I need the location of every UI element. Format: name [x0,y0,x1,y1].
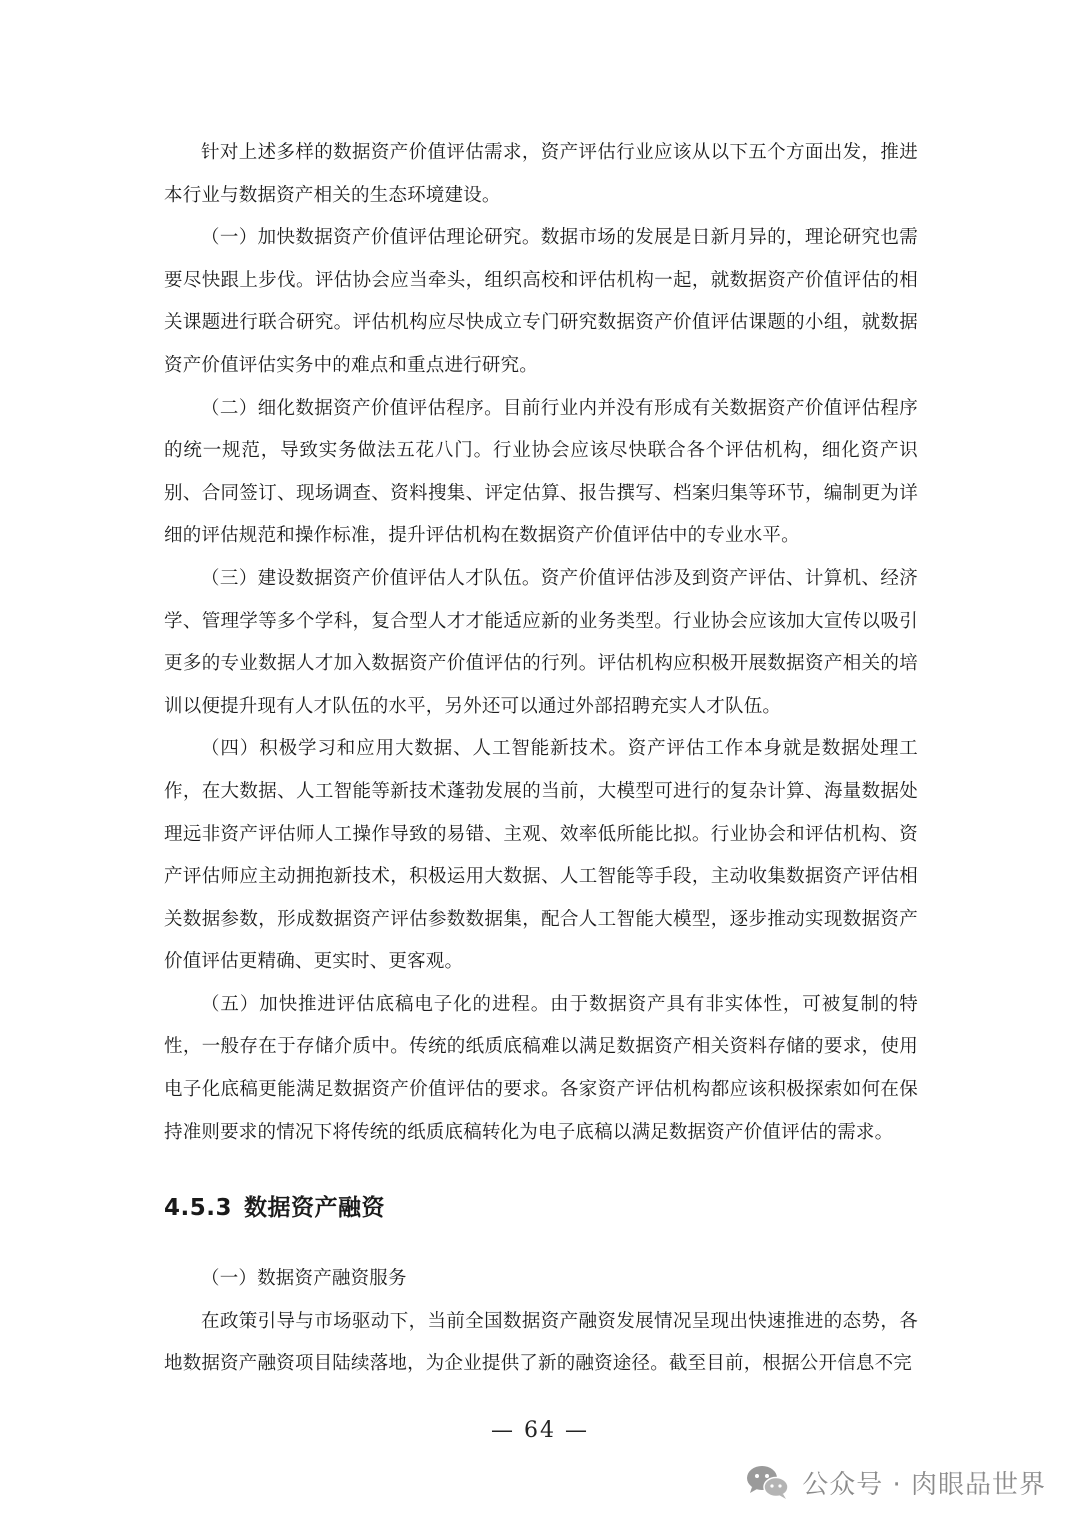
document-page [164,132,918,1386]
section-title: 数据资产融资 [244,1195,385,1222]
page-number: — 64 — [491,1418,589,1443]
body-paragraph-2: （二）细化数据资产价值评估程序。目前行业内并没有形成有关数据资产价值评估程序的统一规范，导致实务做法五花八门。行业协会应该尽快联合各个评估机构，细化资产识别、合同签订、现场调查、资料搜集、评定估算、报告撰写、档案归集等环节，编制更为详细的评估规范和操作标准，提升评估机构在数据资产价值评估中的专业水平。 [164,397,918,547]
section-subheading: （一）数据资产融资服务 [201,1268,407,1290]
body-paragraph-3: （三）建设数据资产价值评估人才队伍。资产价值评估涉及到资产评估、计算机、经济学、管理学等多个学科，复合型人才才能适应新的业务类型。行业协会应该加大宣传以吸引更多的专业数据人才加入数据资产价值评估的行列。评估机构应积极开展数据资产相关的培训以便提升现有人才队伍的水平，另外还可以通过外部招聘充实人才队伍。 [164,567,918,717]
section-paragraph: 在政策引导与市场驱动下，当前全国数据资产融资发展情况呈现出快速推进的态势，各地数据资产融资项目陆续落地，为企业提供了新的融资途径。截至目前，根据公开信息不完 [164,1310,918,1375]
watermark [744,1460,1046,1504]
body-paragraph-5: （五）加快推进评估底稿电子化的进程。由于数据资产具有非实体性，可被复制的特性，一般存在于存储介质中。传统的纸质底稿难以满足数据资产相关资料存储的要求，使用电子化底稿更能满足数据资产价值评估的要求。各家资产评估机构都应该积极探索如何在保持准则要求的情况下将传统的纸质底稿转化为电子底稿以满足数据资产价值评估的需求。 [164,993,918,1143]
wechat-icon [744,1462,792,1502]
body-paragraph-4: （四）积极学习和应用大数据、人工智能新技术。资产评估工作本身就是数据处理工作，在大数据、人工智能等新技术蓬勃发展的当前，大模型可进行的复杂计算、海量数据处理远非资产评估师人工操作导致的易错、主观、效率低所能比拟。行业协会和评估机构、资产评估师应主动拥抱新技术，积极运用大数据、人工智能等手段，主动收集数据资产评估相关数据参数，形成数据资产评估参数数据集，配合人工智能大模型，逐步推动实现数据资产价值评估更精确、更实时、更客观。 [164,738,918,973]
section-heading [164,1188,918,1228]
watermark-text: 公众号 · 肉眼品世界 [802,1469,1046,1500]
section-number: 4.5.3 [164,1195,232,1222]
body-paragraph-intro: 针对上述多样的数据资产价值评估需求，资产评估行业应该从以下五个方面出发，推进本行业与数据资产相关的生态环境建设。 [164,142,918,206]
body-paragraph-1: （一）加快数据资产价值评估理论研究。数据市场的发展是日新月异的，理论研究也需要尽快跟上步伐。评估协会应当牵头，组织高校和评估机构一起，就数据资产价值评估的相关课题进行联合研究。评估机构应尽快成立专门研究数据资产价值评估课题的小组，就数据资产价值评估实务中的难点和重点进行研究。 [164,227,918,376]
